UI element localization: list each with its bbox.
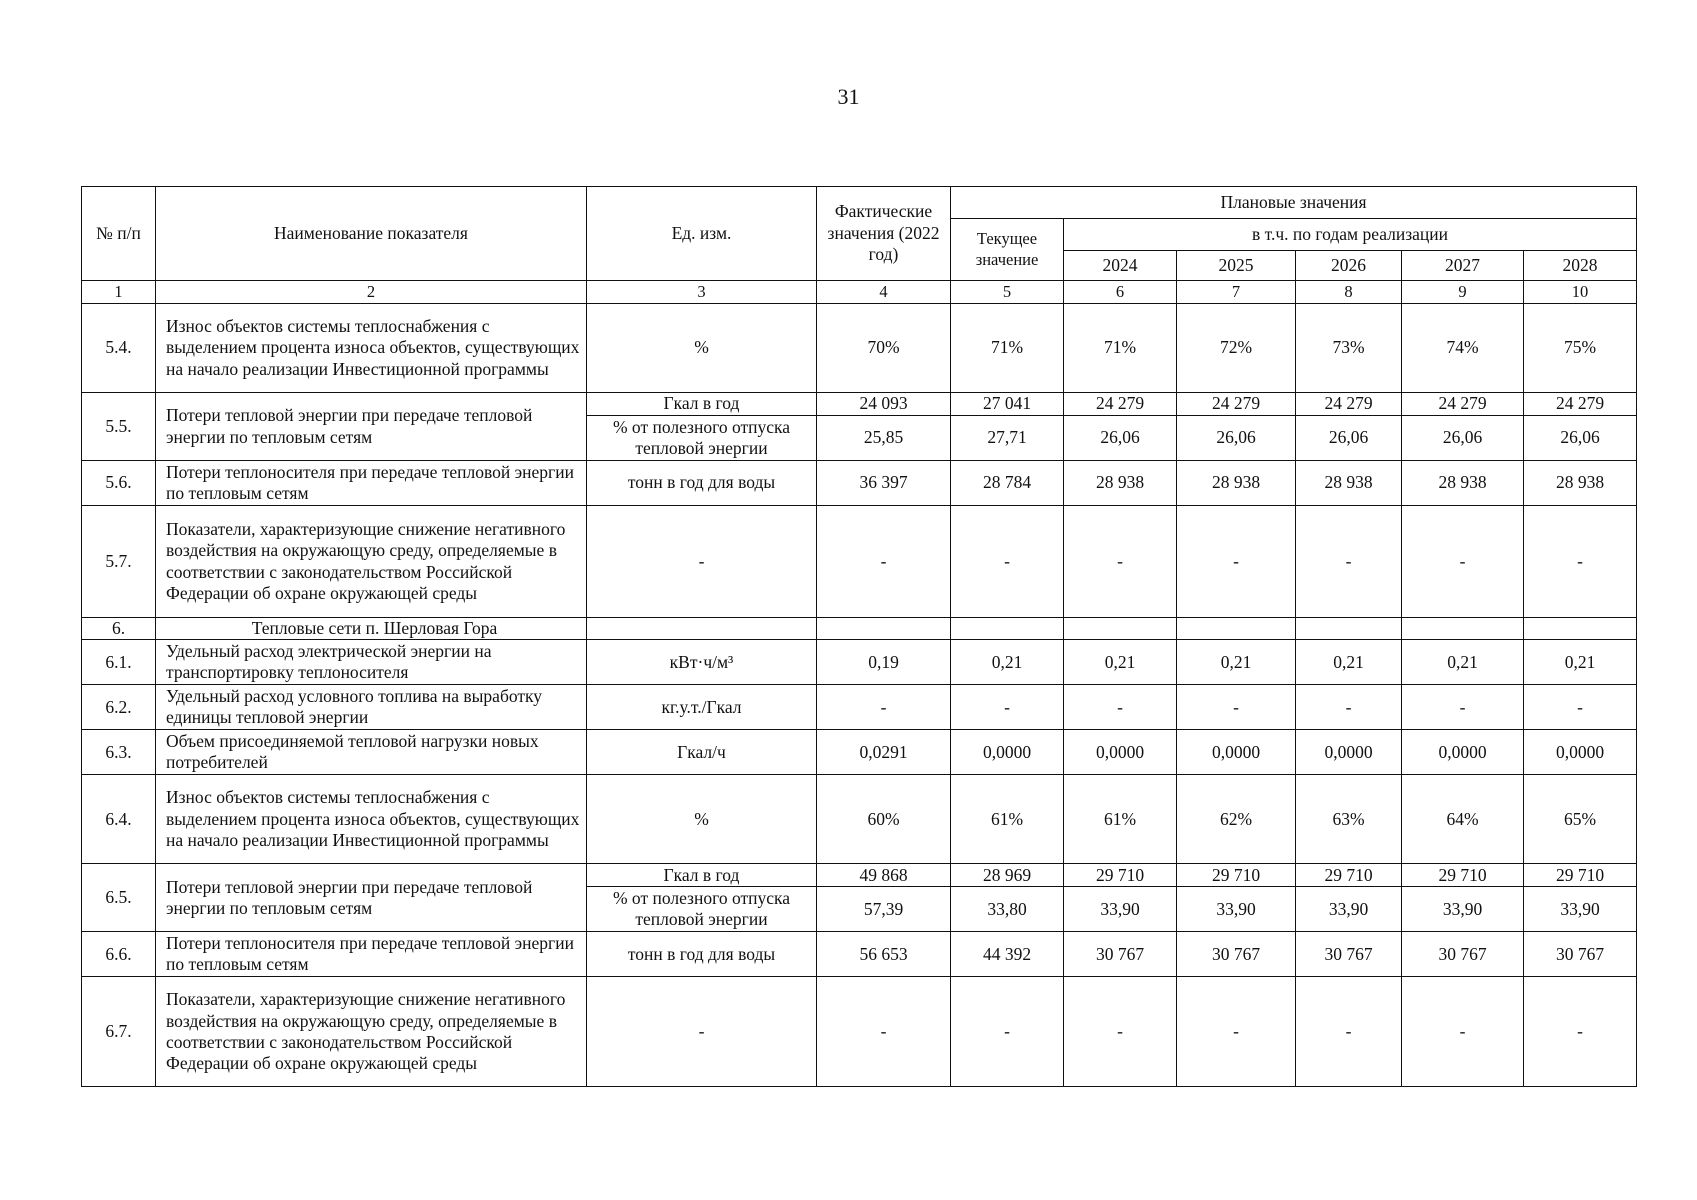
table-row (82, 506, 1637, 618)
value-cell: 26,06 (1177, 416, 1296, 461)
row-number: 6. (82, 618, 156, 640)
value-cell: 30 767 (1402, 932, 1524, 977)
column-number: 10 (1524, 281, 1637, 304)
value-cell: - (951, 506, 1064, 618)
value-cell: 0,0000 (1402, 730, 1524, 775)
table-row (82, 977, 1637, 1087)
value-cell: - (1064, 685, 1177, 730)
value-cell: 24 279 (1402, 393, 1524, 416)
unit-cell: тонн в год для воды (587, 461, 817, 506)
unit-cell: - (587, 506, 817, 618)
empty-cell (951, 618, 1064, 640)
value-cell: 24 279 (1064, 393, 1177, 416)
value-cell: - (1064, 506, 1177, 618)
value-cell: - (1296, 977, 1402, 1087)
unit-cell: кВт·ч/м³ (587, 640, 817, 685)
value-cell: 27,71 (951, 416, 1064, 461)
indicator-name: Удельный расход электрической энергии на транспортировку теплоносителя (156, 640, 587, 685)
unit-cell: Гкал в год (587, 393, 817, 416)
value-cell: 33,90 (1177, 887, 1296, 932)
value-cell: - (1177, 506, 1296, 618)
unit-cell: Гкал/ч (587, 730, 817, 775)
value-cell: 33,90 (1524, 887, 1637, 932)
value-cell: 29 710 (1402, 864, 1524, 887)
value-cell: 27 041 (951, 393, 1064, 416)
column-number-row (82, 281, 1637, 304)
indicator-name: Потери теплоносителя при передаче тепловой энергии по тепловым сетям (156, 932, 587, 977)
row-number: 5.4. (82, 304, 156, 393)
value-cell: - (1064, 977, 1177, 1087)
value-cell: - (951, 977, 1064, 1087)
row-number: 6.5. (82, 864, 156, 932)
value-cell: 29 710 (1177, 864, 1296, 887)
value-cell: 30 767 (1064, 932, 1177, 977)
value-cell: 62% (1177, 775, 1296, 864)
value-cell: - (817, 977, 951, 1087)
empty-cell (1296, 618, 1402, 640)
table-row (82, 461, 1637, 506)
section-title: Тепловые сети п. Шерловая Гора (156, 618, 587, 640)
table-row (82, 640, 1637, 685)
value-cell: 26,06 (1296, 416, 1402, 461)
row-number: 6.3. (82, 730, 156, 775)
column-number: 7 (1177, 281, 1296, 304)
value-cell: 0,0291 (817, 730, 951, 775)
value-cell: 26,06 (1064, 416, 1177, 461)
value-cell: 30 767 (1296, 932, 1402, 977)
table-row (82, 304, 1637, 393)
value-cell: 0,21 (1402, 640, 1524, 685)
table-row (82, 864, 1637, 887)
value-cell: 0,21 (1064, 640, 1177, 685)
header-by-years: в т.ч. по годам реализации (1064, 219, 1637, 251)
value-cell: 36 397 (817, 461, 951, 506)
column-number: 6 (1064, 281, 1177, 304)
value-cell: 44 392 (951, 932, 1064, 977)
value-cell: 28 938 (1064, 461, 1177, 506)
indicator-name: Потери теплоносителя при передаче тепловой энергии по тепловым сетям (156, 461, 587, 506)
value-cell: 25,85 (817, 416, 951, 461)
header-year: 2025 (1177, 251, 1296, 281)
unit-cell: % (587, 775, 817, 864)
value-cell: 0,21 (1296, 640, 1402, 685)
value-cell: - (1177, 977, 1296, 1087)
value-cell: 0,21 (1177, 640, 1296, 685)
row-number: 6.7. (82, 977, 156, 1087)
value-cell: 33,90 (1064, 887, 1177, 932)
column-number: 1 (82, 281, 156, 304)
table-row (82, 393, 1637, 416)
column-number: 4 (817, 281, 951, 304)
value-cell: 49 868 (817, 864, 951, 887)
value-cell: 71% (951, 304, 1064, 393)
value-cell: 0,21 (951, 640, 1064, 685)
value-cell: 24 279 (1296, 393, 1402, 416)
value-cell: 61% (1064, 775, 1177, 864)
row-number: 6.2. (82, 685, 156, 730)
header-year: 2027 (1402, 251, 1524, 281)
value-cell: - (1402, 977, 1524, 1087)
value-cell: 24 093 (817, 393, 951, 416)
table-row (82, 775, 1637, 864)
row-number: 5.6. (82, 461, 156, 506)
value-cell: 64% (1402, 775, 1524, 864)
value-cell: - (1524, 506, 1637, 618)
value-cell: - (817, 506, 951, 618)
value-cell: 26,06 (1402, 416, 1524, 461)
value-cell: - (1296, 506, 1402, 618)
header-year: 2026 (1296, 251, 1402, 281)
value-cell: 33,90 (1296, 887, 1402, 932)
value-cell: 28 938 (1524, 461, 1637, 506)
value-cell: 26,06 (1524, 416, 1637, 461)
empty-cell (1402, 618, 1524, 640)
indicator-name: Износ объектов системы теплоснабжения с выделением процента износа объектов, существующих на начало реализации Инвестиционной программы (156, 304, 587, 393)
value-cell: 57,39 (817, 887, 951, 932)
unit-cell: % (587, 304, 817, 393)
value-cell: 30 767 (1177, 932, 1296, 977)
row-number: 6.1. (82, 640, 156, 685)
page-number: 31 (837, 84, 860, 109)
indicators-table (81, 186, 1637, 1087)
value-cell: 28 938 (1177, 461, 1296, 506)
unit-cell: - (587, 977, 817, 1087)
value-cell: 33,90 (1402, 887, 1524, 932)
empty-cell (587, 618, 817, 640)
empty-cell (1064, 618, 1177, 640)
header-current: Текущее значение (951, 219, 1064, 281)
row-number: 5.7. (82, 506, 156, 618)
value-cell: 24 279 (1524, 393, 1637, 416)
row-number: 6.6. (82, 932, 156, 977)
value-cell: 0,0000 (951, 730, 1064, 775)
value-cell: 28 938 (1402, 461, 1524, 506)
row-number: 5.5. (82, 393, 156, 461)
empty-cell (817, 618, 951, 640)
value-cell: 0,21 (1524, 640, 1637, 685)
section-row (82, 618, 1637, 640)
value-cell: 61% (951, 775, 1064, 864)
value-cell: 0,0000 (1177, 730, 1296, 775)
value-cell: - (1402, 506, 1524, 618)
header-year: 2024 (1064, 251, 1177, 281)
indicator-name: Показатели, характеризующие снижение негативного воздействия на окружающую среду, определяемые в соответствии с законодательством Российской Федерации об охране окружающей среды (156, 977, 587, 1087)
header-name: Наименование показателя (156, 187, 587, 281)
value-cell: - (1296, 685, 1402, 730)
value-cell: 70% (817, 304, 951, 393)
value-cell: 60% (817, 775, 951, 864)
column-number: 9 (1402, 281, 1524, 304)
column-number: 2 (156, 281, 587, 304)
value-cell: 29 710 (1296, 864, 1402, 887)
row-number: 6.4. (82, 775, 156, 864)
unit-cell: кг.у.т./Гкал (587, 685, 817, 730)
value-cell: 72% (1177, 304, 1296, 393)
value-cell: 30 767 (1524, 932, 1637, 977)
unit-cell: тонн в год для воды (587, 932, 817, 977)
value-cell: - (817, 685, 951, 730)
value-cell: 28 938 (1296, 461, 1402, 506)
value-cell: 63% (1296, 775, 1402, 864)
indicator-name: Износ объектов системы теплоснабжения с выделением процента износа объектов, существующих на начало реализации Инвестиционной программы (156, 775, 587, 864)
value-cell: - (1177, 685, 1296, 730)
indicator-name: Потери тепловой энергии при передаче тепловой энергии по тепловым сетям (156, 864, 587, 932)
value-cell: 75% (1524, 304, 1637, 393)
indicator-name: Показатели, характеризующие снижение негативного воздействия на окружающую среду, определяемые в соответствии с законодательством Российской Федерации об охране окружающей среды (156, 506, 587, 618)
table-row (82, 730, 1637, 775)
table-body (82, 281, 1637, 1087)
value-cell: 65% (1524, 775, 1637, 864)
table-row (82, 685, 1637, 730)
column-number: 3 (587, 281, 817, 304)
indicator-name: Удельный расход условного топлива на выработку единицы тепловой энергии (156, 685, 587, 730)
value-cell: 0,0000 (1296, 730, 1402, 775)
value-cell: 56 653 (817, 932, 951, 977)
unit-cell: % от полезного отпуска тепловой энергии (587, 416, 817, 461)
value-cell: 0,0000 (1524, 730, 1637, 775)
value-cell: - (951, 685, 1064, 730)
indicator-name: Объем присоединяемой тепловой нагрузки новых потребителей (156, 730, 587, 775)
header-actual: Фактические значения (2022 год) (817, 187, 951, 281)
unit-cell: Гкал в год (587, 864, 817, 887)
empty-cell (1177, 618, 1296, 640)
value-cell: 28 784 (951, 461, 1064, 506)
column-number: 5 (951, 281, 1064, 304)
value-cell: 71% (1064, 304, 1177, 393)
header-unit: Ед. изм. (587, 187, 817, 281)
value-cell: 0,19 (817, 640, 951, 685)
header-num: № п/п (82, 187, 156, 281)
value-cell: 29 710 (1064, 864, 1177, 887)
column-number: 8 (1296, 281, 1402, 304)
value-cell: - (1524, 977, 1637, 1087)
value-cell: 73% (1296, 304, 1402, 393)
value-cell: 29 710 (1524, 864, 1637, 887)
value-cell: 0,0000 (1064, 730, 1177, 775)
empty-cell (1524, 618, 1637, 640)
value-cell: - (1402, 685, 1524, 730)
value-cell: 33,80 (951, 887, 1064, 932)
table-row (82, 932, 1637, 977)
value-cell: - (1524, 685, 1637, 730)
indicator-name: Потери тепловой энергии при передаче тепловой энергии по тепловым сетям (156, 393, 587, 461)
header-year: 2028 (1524, 251, 1637, 281)
value-cell: 28 969 (951, 864, 1064, 887)
unit-cell: % от полезного отпуска тепловой энергии (587, 887, 817, 932)
header-planned: Плановые значения (951, 187, 1637, 219)
value-cell: 24 279 (1177, 393, 1296, 416)
value-cell: 74% (1402, 304, 1524, 393)
